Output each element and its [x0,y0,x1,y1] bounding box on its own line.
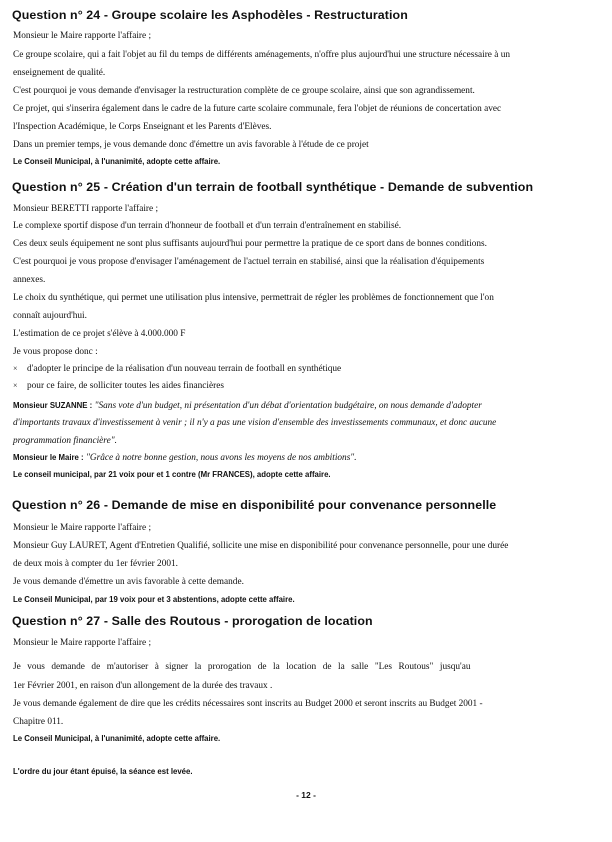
q25-bullet-2 [13,381,597,391]
suzanne-quote-2: d'importants travaux d'investissement à venir ; il n'y a pas une vision d'ensemble des investissements communaux, et donc aucune [13,418,497,428]
q27-line-5: Chapitre 011. [13,717,64,727]
q24-line-7: Dans un premier temps, je vous demande donc d'émettre un avis favorable à l'étude de ce projet [13,140,369,150]
q25-line-4: C'est pourquoi je vous propose d'envisager l'aménagement de l'actuel terrain en stabilisé, ainsi que la réalisation d'équipements [13,257,485,267]
q25-bullet-2-text: pour ce faire, de solliciter toutes les aides financières [27,381,224,391]
q24-line-5: Ce projet, qui s'inserira également dans le cadre de la future carte scolaire communale, fera l'objet de réunions de concertation avec [13,104,502,114]
q26-line-3: de deux mois à compter du 1er février 2001. [13,559,178,569]
question-24-title: Question n° 24 - Groupe scolaire les Asphodèles - Restructuration [12,8,408,22]
question-27-title: Question n° 27 - Salle des Routous - prorogation de location [12,614,373,628]
q25-line-5: annexes. [13,275,46,285]
q25-line-9: Je vous propose donc : [13,347,98,357]
q26-decision: Le Conseil Municipal, par 19 voix pour et 3 abstentions, adopte cette affaire. [13,595,295,604]
q27-line-3: 1er Février 2001, en raison d'un allongement de la durée des travaux . [13,681,273,691]
suzanne-quote-3: programmation financière". [13,436,117,446]
q27-line-1: Monsieur le Maire rapporte l'affaire ; [13,638,152,648]
q27-decision: Le Conseil Municipal, à l'unanimité, adopte cette affaire. [13,734,221,743]
q24-decision: Le Conseil Municipal, à l'unanimité, adopte cette affaire. [13,157,221,166]
question-25-title: Question n° 25 - Création d'un terrain de football synthétique - Demande de subvention [12,180,534,194]
q27-line-2: Je vous demande de m'autoriser à signer la prorogation de la location de la salle "Les Routous" jusqu'au [13,662,471,672]
bullet-cross-icon: × [13,364,18,373]
q27-line-4: Je vous demande également de dire que les crédits nécessaires sont inscrits au Budget 2000 et seront inscrits au Budget 2001 - [13,699,483,709]
q25-bullet-1-text: d'adopter le principe de la réalisation d'un nouveau terrain de football en synthétique [27,364,342,374]
q26-line-4: Je vous demande d'émettre un avis favorable à cette demande. [13,577,244,587]
question-26-title: Question n° 26 - Demande de mise en disponibilité pour convenance personnelle [12,498,497,512]
q24-line-6: l'Inspection Académique, le Corps Enseignant et les Parents d'Elèves. [13,122,272,132]
q24-line-4: C'est pourquoi je vous demande d'envisager la restructuration complète de ce groupe scolaire, ainsi que son agrandissement. [13,86,475,96]
q25-line-3: Ces deux seuls équipement ne sont plus suffisants aujourd'hui pour permettre la pratique de ce sport dans de bonnes conditions. [13,239,487,249]
q25-line-2: Le complexe sportif dispose d'un terrain d'honneur de football et d'un terrain d'entraînement en stabilisé. [13,221,402,231]
speaker-maire: Monsieur le Maire : [13,453,84,462]
bullet-cross-icon: × [13,381,18,390]
page-number: - 12 - [296,790,316,800]
q25-line-8: L'estimation de ce projet s'élève à 4.000.000 F [13,329,186,339]
suzanne-quote-1: "Sans vote d'un budget, ni présentation d'un débat d'orientation budgétaire, on nous demande d'adopter [94,401,482,411]
q25-line-1: Monsieur BERETTI rapporte l'affaire ; [13,204,159,214]
maire-quote: "Grâce à notre bonne gestion, nous avons les moyens de nos ambitions". [85,453,357,463]
q25-suzanne-intervention [13,400,597,412]
q25-line-6: Le choix du synthétique, qui permet une utilisation plus intensive, permettrait de régler les problèmes de fonctionnement que l'on [13,293,494,303]
q24-line-1: Monsieur le Maire rapporte l'affaire ; [13,31,152,41]
q26-line-1: Monsieur le Maire rapporte l'affaire ; [13,523,152,533]
q26-line-2: Monsieur Guy LAURET, Agent d'Entretien Qualifié, sollicite une mise en disponibilité pour convenance personnelle, pour une durée [13,541,509,551]
q24-line-2: Ce groupe scolaire, qui a fait l'objet au fil du temps de différents aménagements, n'offre plus aujourd'hui une structure nécessaire à un [13,50,510,60]
q25-bullet-1 [13,364,597,374]
speaker-suzanne: Monsieur SUZANNE : [13,401,93,410]
q25-line-7: connaît aujourd'hui. [13,311,87,321]
q25-decision: Le conseil municipal, par 21 voix pour et 1 contre (Mr FRANCES), adopte cette affaire. [13,470,331,479]
q24-line-3: enseignement de qualité. [13,68,106,78]
closing-statement: L'ordre du jour étant épuisé, la séance est levée. [13,767,193,776]
q25-maire-intervention [13,452,597,464]
